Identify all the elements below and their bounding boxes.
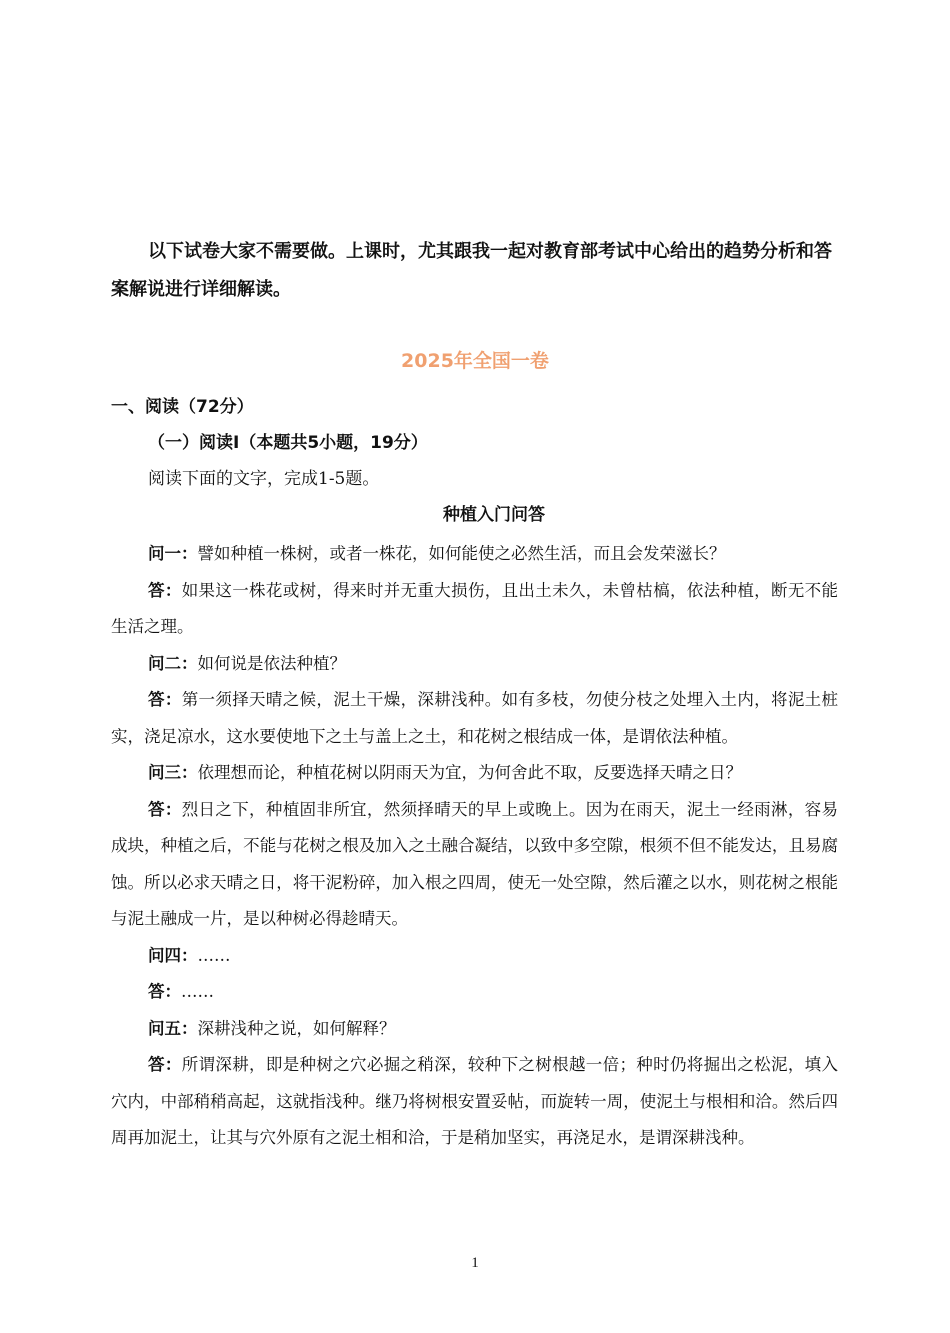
qa-label: 问一：: [148, 544, 198, 563]
qa-paragraph: [111, 974, 838, 1011]
qa-label: 答：: [148, 580, 182, 600]
qa-text: 所谓深耕，即是种树之穴必掘之稍深，较种下之树根越一倍；种时仍将掘出之松泥，填入穴内，中部稍稍高起，这就指浅种。继乃将树根安置妥帖，而旋转一周，使泥土与根相和洽。然后四周再加泥土，让其与穴外原有之泥土相和洽，于是稍加坚实，再浇足水，是谓深耕浅种。: [111, 1055, 839, 1147]
qa-label: 答：: [148, 1055, 182, 1074]
qa-paragraph: [111, 536, 838, 573]
intro-note: 以下试卷大家不需要做。上课时，尤其跟我一起对教育部考试中心给出的趋势分析和答案解说进行详细解读。: [111, 241, 832, 300]
subsection-heading: （一）阅读Ⅰ（本题共5小题，19分）: [148, 433, 428, 453]
qa-label: 问三：: [148, 763, 198, 782]
qa-text: 譬如种植一株树，或者一株花，如何能使之必然生活，而且会发荣滋长？: [197, 544, 726, 563]
qa-label: 问四：: [148, 945, 198, 965]
qa-paragraph: [111, 646, 838, 683]
qa-label: 问二：: [148, 653, 198, 673]
qa-paragraph: [111, 938, 838, 975]
qa-text: 第一须择天晴之候，泥土干燥，深耕浅种。如有多枝，勿使分枝之处埋入土内，将泥土桩实，浇足凉水，这水要使地下之土与盖上之土，和花树之根结成一体，是谓依法种植。: [111, 690, 839, 746]
qa-paragraph: [111, 573, 838, 646]
page-number: 1: [471, 1255, 479, 1271]
qa-paragraph: [111, 1011, 838, 1048]
qa-paragraph: [111, 1047, 838, 1157]
article-title: 种植入门问答: [443, 505, 545, 525]
qa-text: 依理想而论，种植花树以阴雨天为宜，为何舍此不取，反要选择天晴之日？: [197, 763, 742, 782]
qa-text: ……: [181, 982, 214, 1001]
qa-paragraph: [111, 682, 838, 755]
qa-text: 深耕浅种之说，如何解释？: [197, 1018, 396, 1038]
instruction-text: 阅读下面的文字，完成1-5题。: [148, 469, 380, 489]
qa-paragraph: [111, 755, 838, 792]
qa-paragraph: [111, 792, 838, 938]
qa-label: 答：: [148, 982, 181, 1001]
qa-text: 如果这一株花或树，得来时并无重大损伤，且出土未久，未曾枯槁，依法种植，断无不能生活之理。: [111, 580, 839, 636]
qa-label: 答：: [148, 690, 182, 709]
qa-text: 如何说是依法种植？: [197, 653, 346, 673]
section-heading: 一、阅读（72分）: [111, 397, 254, 417]
qa-text: 烈日之下，种植固非所宜，然须择晴天的早上或晚上。因为在雨天，泥土一经雨淋，容易成块，种植之后，不能与花树之根及加入之土融合凝结，以致中多空隙，根须不但不能发达，且易腐蚀。所以必求天晴之日，将干泥粉碎，加入根之四周，使无一处空隙，然后灌之以水，则花树之根能与泥土融成一片，是以种树必得趁晴天。: [111, 799, 839, 928]
qa-text: ……: [197, 945, 231, 965]
article-body: [111, 536, 838, 1157]
qa-label: 答：: [148, 799, 182, 819]
exam-title: 2025年全国一卷: [401, 350, 549, 372]
qa-label: 问五：: [148, 1018, 198, 1038]
